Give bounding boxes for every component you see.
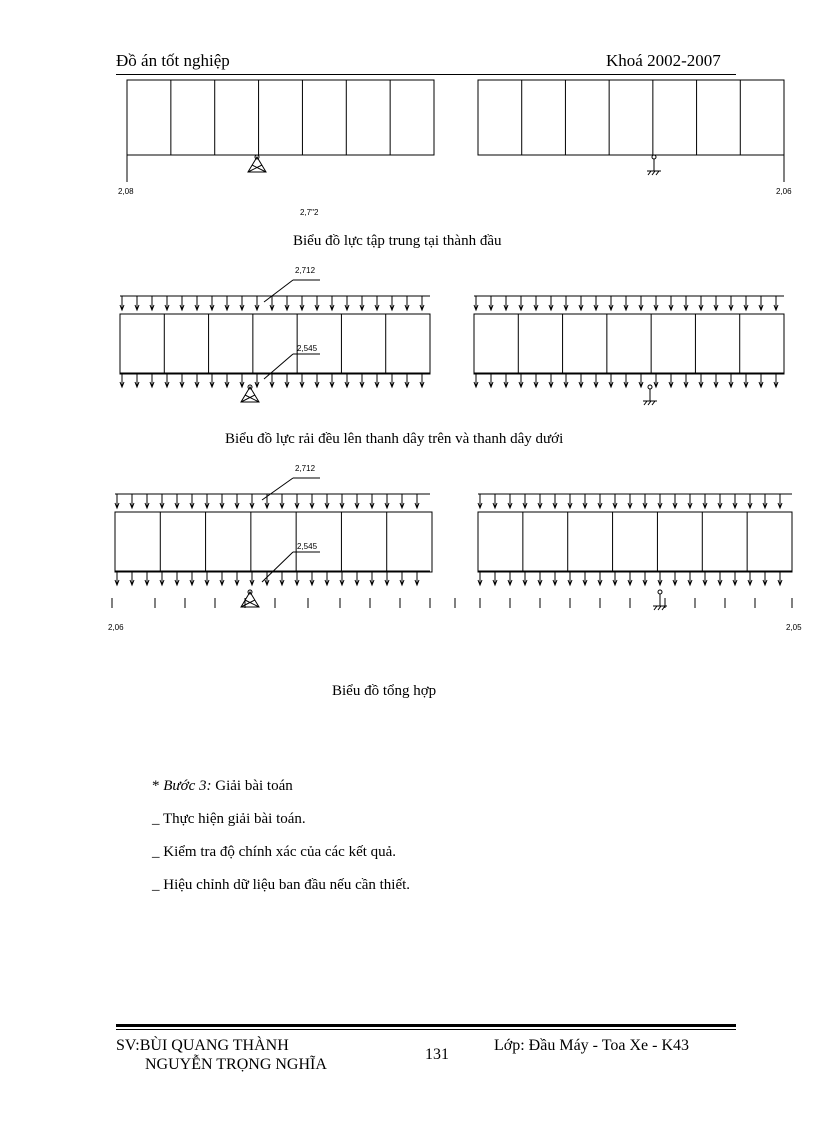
hatch [648, 171, 651, 175]
step-line-2: _ Kiểm tra độ chính xác của các kết quả. [152, 844, 397, 860]
truss-frame [478, 512, 792, 572]
diagram2-top-label: 2,712 [295, 266, 316, 275]
step-prefix: * [152, 778, 164, 794]
hatch [656, 171, 659, 175]
footer-rule-thick [116, 1024, 736, 1027]
leader [262, 552, 293, 582]
diagram1-left-label: 2,08 [118, 187, 134, 196]
leader [264, 280, 293, 302]
leader [264, 354, 293, 379]
hatch [652, 171, 655, 175]
step-number: Bước 3: [163, 778, 212, 794]
footer-student-2: NGUYỄN TRỌNG NGHĨA [145, 1056, 327, 1073]
step-line-3: _ Hiệu chỉnh dữ liệu ban đầu nếu cần thiết. [152, 877, 411, 893]
roller-support-joint [648, 385, 652, 389]
footer-class: Lớp: Đầu Máy - Toa Xe - K43 [494, 1037, 689, 1054]
combined-diagram [0, 460, 816, 640]
header-course-years: Khoá 2002-2007 [606, 51, 721, 70]
diagram3-top-label: 2,712 [295, 464, 316, 473]
distributed-load-svg [0, 262, 816, 417]
footer-rule-thin [116, 1029, 736, 1030]
diagram3-left-label: 2,06 [108, 623, 124, 632]
step-line-1: _ Thực hiện giải bài toán. [152, 811, 306, 827]
truss-frame [115, 512, 432, 572]
roller-support-joint [652, 155, 656, 159]
hatch [644, 401, 647, 405]
footer-student-1: SV:BÙI QUANG THÀNH [116, 1037, 289, 1054]
combined-svg [0, 460, 816, 640]
truss-frame [120, 314, 430, 374]
step-heading [152, 778, 293, 795]
truss-frame [478, 80, 784, 155]
roller-support-joint [658, 590, 662, 594]
hatch [648, 401, 651, 405]
caption-distributed-load: Biểu đồ lực rải đều lên thanh dây trên và thanh dây dưới [225, 431, 564, 447]
truss-frame [474, 314, 784, 374]
caption-concentrated-force: Biểu đồ lực tập trung tại thành đầu [293, 233, 502, 249]
distributed-load-diagram [0, 262, 816, 417]
diagram1-right-label: 2,06 [776, 187, 792, 196]
leader [262, 478, 293, 500]
truss-frame [127, 80, 434, 155]
step-title: Giải bài toán [211, 778, 293, 794]
concentrated-force-svg [0, 70, 816, 230]
diagram2-mid-label: 2,545 [297, 344, 318, 353]
header-title: Đồ án tốt nghiệp [116, 51, 230, 70]
hatch [652, 401, 655, 405]
concentrated-force-diagram [0, 70, 816, 230]
diagram1-bottom-label: 2,7"2 [300, 208, 319, 217]
caption-combined: Biểu đồ tổng hợp [332, 683, 437, 699]
hatch [658, 606, 661, 610]
diagram3-mid-label: 2,545 [297, 542, 318, 551]
diagram3-right-label: 2,05 [786, 623, 802, 632]
hatch [654, 606, 657, 610]
footer-page-number: 131 [425, 1046, 449, 1063]
